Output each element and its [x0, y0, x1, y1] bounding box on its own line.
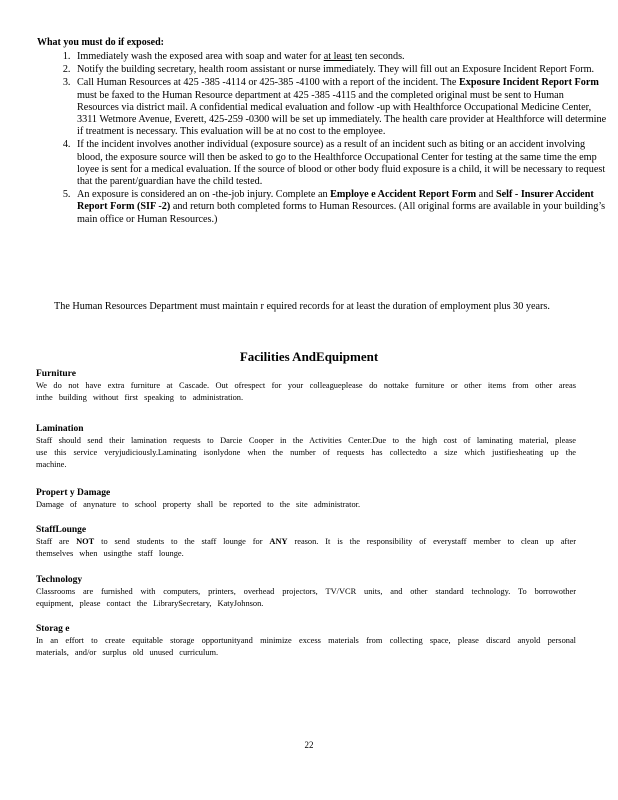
- lounge-text-end: reason. It is the responsibility of everystaff member to clean up after themselves when usingthe staff lounge.: [36, 537, 577, 559]
- section-body: Staff should send their lamination requests to Darcie Cooper in the Activities Center.Due to the high cost of laminating material, please use this service veryjudiciously.Laminating isonlydone when the number of requests has collectedto a size which justifiesheating up the machine.: [36, 436, 576, 470]
- section-property-damage: [36, 487, 576, 511]
- lounge-text: Staff are: [36, 537, 70, 546]
- section-staff-lounge: [36, 524, 576, 560]
- section-heading: Storag e: [36, 624, 70, 634]
- section-technology: [36, 574, 576, 610]
- section-storage: [36, 623, 576, 659]
- exposure-heading: What you must do if exposed:: [37, 37, 164, 48]
- section-heading: Propert y Damage: [36, 488, 111, 498]
- section-heading: Furniture: [36, 369, 76, 379]
- exposure-steps-list: [37, 51, 608, 227]
- lounge-text-mid: to send students to the staff lounge for: [101, 537, 263, 546]
- lounge-emphasis-not: NOT: [76, 537, 95, 546]
- step3-text-end: must be faxed to the Human Resource department at 425 -385 -4115 and the completed original must be sent to Human Resources via district mail. A confidential medical evaluation and follow -up with Healthforce Occupational Medicine Center, 3311 Wetmore Avenue, Everett, 425-259 -0300 will be set up immediately. The health care provider at Healthforce will determine if treatment is necessary. This evaluation will be at no cost to the employee.: [77, 89, 607, 138]
- step1-text-end: ten seconds.: [354, 51, 405, 62]
- exposure-step-4: 4. If the incident involves another individual (exposure source) as a result of an incident such as biting or an accident involving blood, the exposure source will then be asked to go to the Healthforce Occupational Center for testing at the same time the emp loyee is sent for a medical evaluation. If the source of blood or other body fluid exposure is a child, it will be necessary to request that the parent/guardian have the child tested.: [73, 139, 608, 188]
- facilities-title: Facilities AndEquipment: [239, 349, 379, 364]
- exposure-step-5: [73, 189, 608, 226]
- step1-text: Immediately wash the exposed area with soap and water for: [77, 51, 322, 62]
- step5-text: An exposure is considered an on -the-job injury. Complete an: [77, 189, 328, 201]
- step5-form-name-1: Employe e Accident Report Form: [330, 189, 477, 201]
- section-heading: Lamination: [36, 424, 84, 434]
- section-heading: StaffLounge: [36, 525, 87, 535]
- step1-underlined-text: at least: [323, 51, 353, 62]
- exposure-step-1: [73, 51, 608, 63]
- section-body: [36, 536, 576, 560]
- section-heading: Technology: [36, 575, 83, 585]
- page-number: 22: [304, 740, 314, 750]
- step3-text: Call Human Resources at 425 -385 -4114 or 425-385 -4100 with a report of the incident. The: [77, 77, 457, 89]
- section-body: Classrooms are furnished with computers, printers, overhead projectors, TV/VCR units, and other standard technology. To borrowother equipment, please contact the LibrarySecretary, KatyJohnson.: [36, 587, 576, 609]
- section-body: We do not have extra furniture at Cascade. Out ofrespect for your colleagueplease do nottake furniture or other items from other areas inthe building without first speaking to administration.: [36, 381, 576, 403]
- exposure-step-2: 2. Notify the building secretary, health room assistant or nurse immediately. They will fill out an Exposure Incident Report Form.: [73, 64, 608, 76]
- exposure-step-3: [73, 77, 608, 138]
- hr-records-note: The Human Resources Department must maintain r equired records for at least the duration of employment plus 30 years.: [54, 301, 550, 312]
- section-body: In an effort to create equitable storage opportunityand minimize excess materials from collecting space, please discard anyold personal materials, and/or surplus old unused curriculum.: [36, 636, 576, 658]
- step5-form-name-2: Self - Insurer Accident Report Form (SIF -2): [77, 189, 594, 213]
- section-lamination: [36, 423, 576, 472]
- step5-text-mid: and: [478, 189, 494, 201]
- step5-text-end: and return both completed forms to Human Resources. (All original forms are available in your building’s main office or Human Resources.): [77, 201, 606, 225]
- section-furniture: [36, 368, 576, 404]
- step3-form-name: Exposure Incident Report Form: [458, 77, 599, 89]
- section-body: Damage of anynature to school property shall be reported to the site administrator.: [36, 500, 361, 509]
- lounge-emphasis-any: ANY: [269, 537, 288, 546]
